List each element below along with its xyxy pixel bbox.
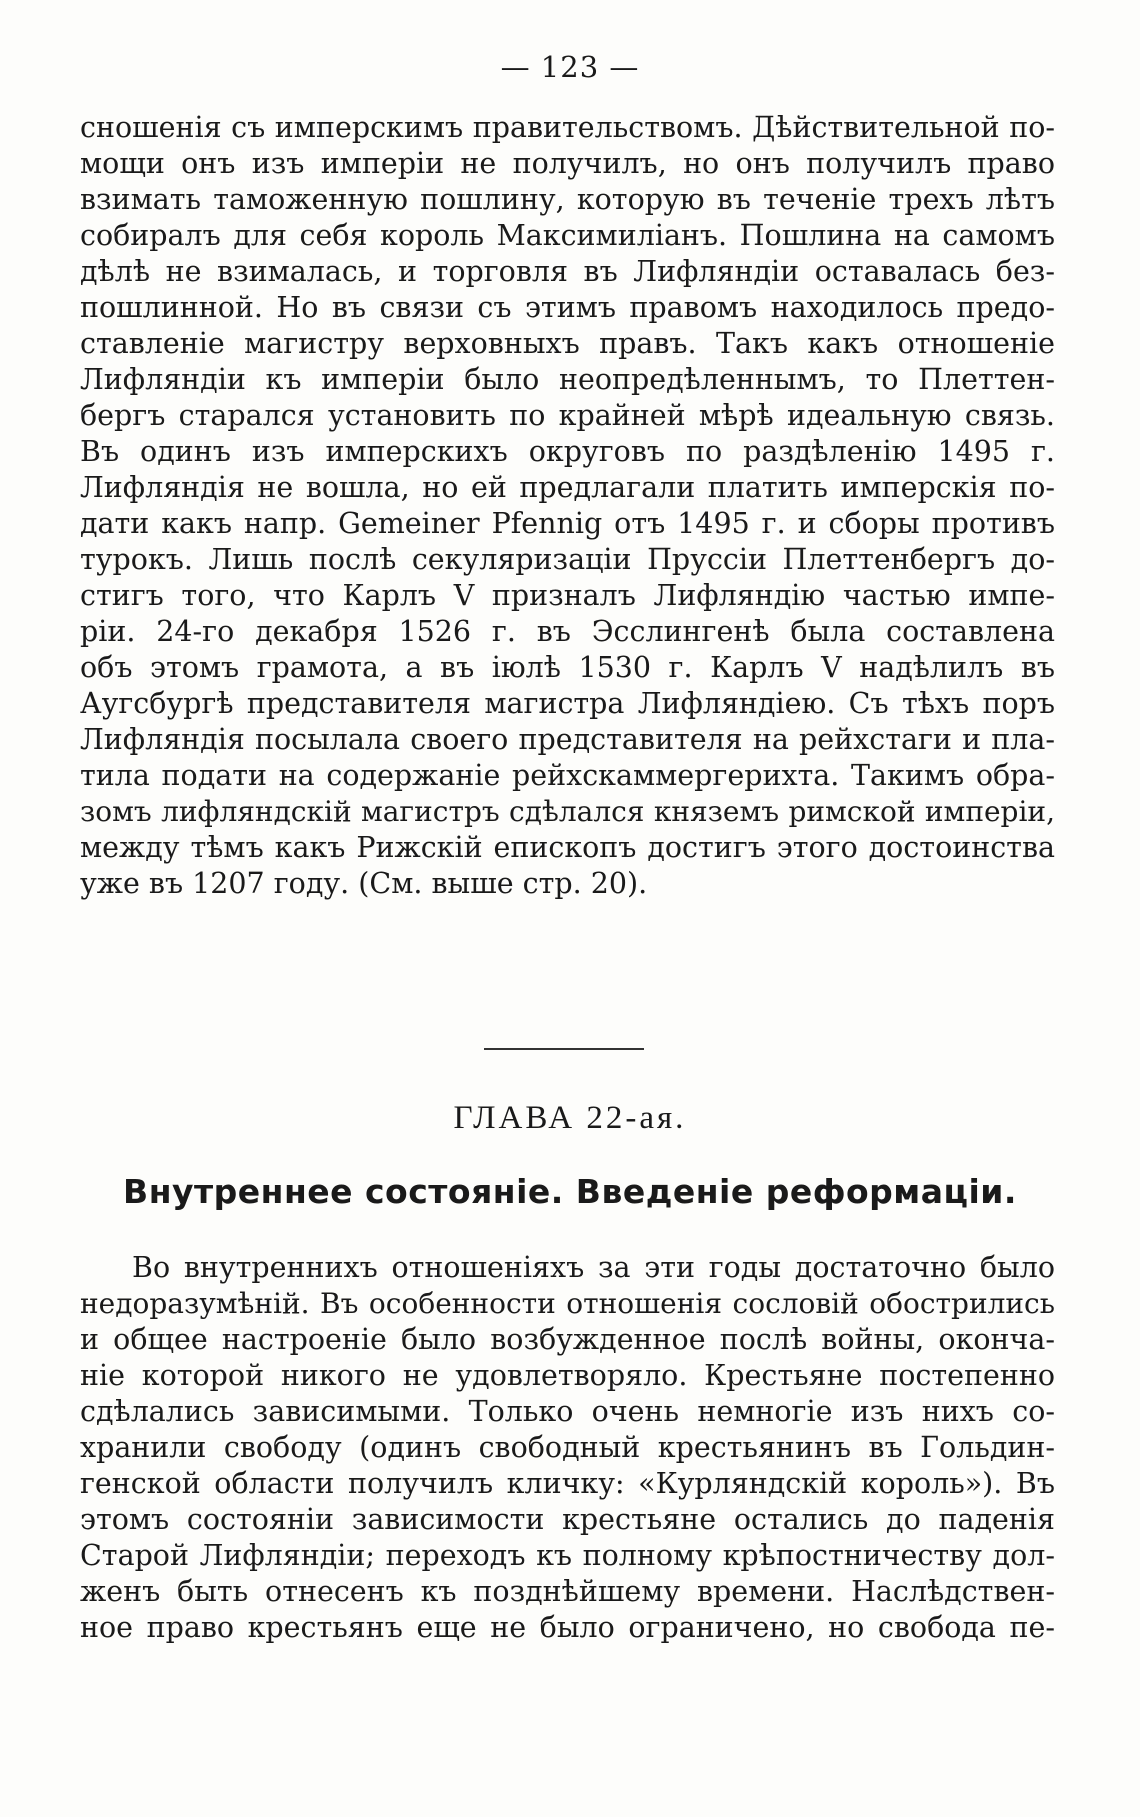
paragraph-line: сдѣлались зависимыми. Только очень немногіе изъ нихъ со- — [80, 1395, 1055, 1428]
paragraph-line: дѣлѣ не взималась, и торговля въ Лифляндіи оставалась без- — [80, 255, 1055, 288]
paragraph-line: турокъ. Лишь послѣ секуляризаціи Пруссіи Плеттенбергъ до- — [80, 543, 1055, 576]
paragraph-line: сношенія съ имперскимъ правительствомъ. Дѣйствительной по- — [80, 111, 1055, 144]
paragraph-line: Во внутреннихъ отношеніяхъ за эти годы достаточно было — [132, 1251, 1055, 1284]
paragraph-line: пошлинной. Но въ связи съ этимъ правомъ находилось предо- — [80, 291, 1055, 324]
chapter-subtitle: Внутреннее состояніе. Введеніе реформаціи. — [123, 1172, 1017, 1211]
paragraph-line: бергъ старался установить по крайней мѣрѣ идеальную связь. — [80, 399, 1055, 432]
paragraph-line: взимать таможенную пошлину, которую въ теченіе трехъ лѣтъ — [80, 183, 1055, 216]
paragraph-line: и общее настроеніе было возбужденное послѣ войны, оконча- — [80, 1323, 1055, 1356]
paragraph-line: женъ быть отнесенъ къ позднѣйшему времени. Наслѣдствен- — [80, 1575, 1055, 1608]
paragraph-line: мощи онъ изъ имперіи не получилъ, но онъ получилъ право — [80, 147, 1055, 180]
paragraph-line: тила подати на содержаніе рейхскаммергерихта. Такимъ обра- — [80, 759, 1055, 792]
paragraph-line: между тѣмъ какъ Рижскій епископъ достигъ этого достоинства — [80, 831, 1055, 864]
page-number: — 123 — — [500, 50, 640, 84]
chapter-title: ГЛАВА 22-ая. — [453, 1100, 687, 1136]
section-divider — [484, 1048, 644, 1050]
paragraph-line: Старой Лифляндіи; переходъ къ полному крѣпостничеству дол- — [80, 1539, 1055, 1572]
paragraph-line: объ этомъ грамота, а въ іюлѣ 1530 г. Карлъ V надѣлилъ въ — [80, 651, 1055, 684]
paragraph-line: ставленіе магистру верховныхъ правъ. Такъ какъ отношеніе — [80, 327, 1055, 360]
paragraph-line: ріи. 24-го декабря 1526 г. въ Эсслингенѣ была составлена — [80, 615, 1055, 648]
paragraph-line: Лифляндія посылала своего представителя на рейхстаги и пла- — [80, 723, 1055, 756]
paragraph-line: этомъ состояніи зависимости крестьяне остались до паденія — [80, 1503, 1055, 1536]
paragraph-line: стигъ того, что Карлъ V признaлъ Лифляндію частью импе- — [80, 579, 1055, 612]
paragraph-line: зомъ лифляндскій магистръ сдѣлался княземъ римской имперіи, — [80, 795, 1055, 828]
paragraph-line: ніе которой никого не удовлетворяло. Крестьяне постепенно — [80, 1359, 1055, 1392]
paragraph-line: уже въ 1207 году. (См. выше стр. 20). — [80, 867, 648, 900]
paragraph-line: ное право крестьянъ еще не было ограничено, но свобода пе- — [80, 1611, 1055, 1644]
paragraph-line: собиралъ для себя король Максимиліанъ. Пошлина на самомъ — [80, 219, 1055, 252]
paragraph-line: дати какъ напр. Gemeiner Pfennig отъ 1495 г. и сборы противъ — [80, 507, 1055, 540]
paragraph-line: недоразумѣній. Въ особенности отношенія сословій обострились — [80, 1287, 1055, 1320]
paragraph-line: Лифляндіи къ имперіи было неопредѣленнымъ, то Плеттен- — [80, 363, 1055, 396]
paragraph-line: генской области получилъ кличку: «Курляндскій король»). Въ — [80, 1467, 1055, 1500]
paragraph-line: хранили свободу (одинъ свободный крестьянинъ въ Гольдин- — [80, 1431, 1055, 1464]
paragraph-line: Въ одинъ изъ имперскихъ округовъ по раздѣленію 1495 г. — [80, 435, 1055, 468]
paragraph-line: Лифляндія не вошла, но ей предлагали платить имперскія по- — [80, 471, 1055, 504]
paragraph-line: Аугсбургѣ представителя магистра Лифляндіею. Съ тѣхъ поръ — [80, 687, 1055, 720]
